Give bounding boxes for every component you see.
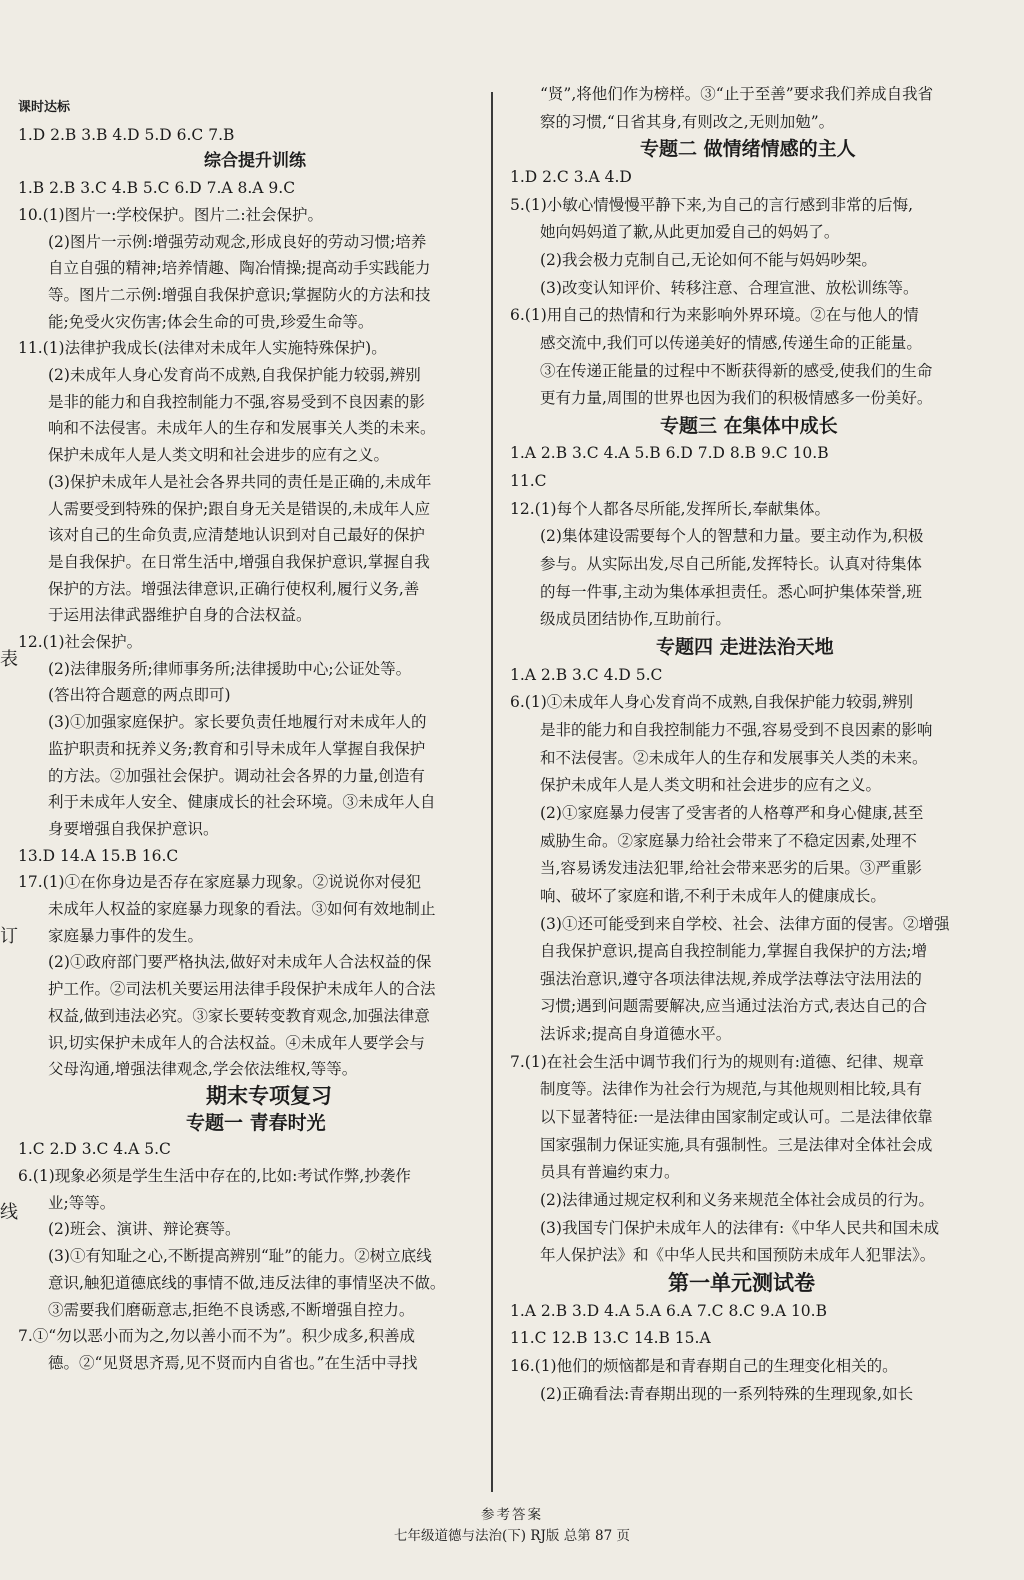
text-line: 是非的能力和自我控制能力不强,容易受到不良因素的影响 — [540, 720, 933, 739]
text-line: 德。②“见贤思齐焉,见不贤而内自省也。”在生活中寻找 — [48, 1353, 418, 1372]
binding-mark-1: 表 — [0, 649, 18, 670]
text-line: 以下显著特征:一是法律由国家制定或认可。二是法律依靠 — [540, 1108, 933, 1127]
text-line: (2)法律服务所;律师事务所;法律援助中心;公证处等。 — [48, 659, 412, 678]
text-line: 监护职责和抚养义务;教育和引导未成年人掌握自我保护 — [48, 739, 426, 758]
section-heading: 专题二 做情绪情感的主人 — [640, 138, 856, 161]
text-line: 更有力量,周围的世界也因为我们的积极情感多一份美好。 — [540, 389, 933, 408]
text-line: 1.C 2.D 3.C 4.A 5.C — [18, 1140, 171, 1159]
text-line: 制度等。法律作为社会行为规范,与其他规则相比较,具有 — [540, 1080, 922, 1099]
text-line: 10.(1)图片一:学校保护。图片二:社会保护。 — [18, 205, 324, 224]
text-line: ③在传递正能量的过程中不断获得新的感受,使我们的生命 — [540, 361, 933, 380]
text-line: 权益,做到违法必究。③家长要转变教育观念,加强法律意 — [48, 1006, 430, 1025]
section-heading: 期末专项复习 — [206, 1083, 332, 1108]
text-line: 未成年人权益的家庭暴力现象的看法。③如何有效地制止 — [48, 900, 436, 918]
text-line: (2)图片一示例:增强劳动观念,形成良好的劳动习惯;培养 — [48, 232, 427, 251]
text-line: 她向妈妈道了歉,从此更加爱自己的妈妈了。 — [540, 223, 840, 242]
text-line: 利于未成年人安全、健康成长的社会环境。③未成年人自 — [48, 793, 436, 812]
text-line: 1.D 2.C 3.A 4.D — [510, 167, 632, 186]
text-line: 5.(1)小敏心情慢慢平静下来,为自己的言行感到非常的后悔, — [510, 195, 914, 214]
text-line: (3)①还可能受到来自学校、社会、法律方面的侵害。②增强 — [540, 914, 950, 933]
text-line: 自立自强的精神;培养情趣、陶冶情操;提高动手实践能力 — [48, 259, 431, 278]
text-line: 6.(1)①未成年人身心发育尚不成熟,自我保护能力较弱,辨别 — [510, 693, 914, 712]
text-line: (2)集体建设需要每个人的智慧和力量。要主动作为,积极 — [540, 527, 924, 546]
text-line: 自我保护意识,提高自我控制能力,掌握自我保护的方法;增 — [540, 942, 928, 961]
text-line: 识,切实保护未成年人的合法权益。④未成年人要学会与 — [48, 1033, 425, 1052]
text-line: 12.(1)每个人都各尽所能,发挥所长,奉献集体。 — [510, 499, 830, 518]
text-line: (2)法律通过规定权利和义务来规范全体社会成员的行为。 — [540, 1191, 934, 1209]
text-line: 11.C — [510, 472, 547, 491]
text-line: (3)我国专门保护未成年人的法律有:《中华人民共和国未成 — [540, 1218, 940, 1237]
text-line: 感交流中,我们可以传递美好的情感,传递生命的正能量。 — [540, 333, 922, 352]
text-line: 16.(1)他们的烦恼都是和青春期自己的生理变化相关的。 — [510, 1356, 898, 1375]
column-divider — [491, 92, 493, 1492]
text-line: 是非的能力和自我控制能力不强,容易受到不良因素的影 — [48, 392, 425, 411]
text-line: 是自我保护。在日常生活中,增强自我保护意识,掌握自我 — [48, 552, 430, 571]
text-line: 护工作。②司法机关要运用法律手段保护未成年人的合法 — [48, 980, 436, 999]
text-line: 家庭暴力事件的发生。 — [48, 926, 204, 945]
section-heading: 专题三 在集体中成长 — [660, 414, 838, 437]
text-line: (2)正确看法:青春期出现的一系列特殊的生理现象,如长 — [540, 1384, 914, 1403]
text-line: 年人保护法》和《中华人民共和国预防未成年人犯罪法》。 — [540, 1246, 936, 1265]
text-line: 1.A 2.B 3.C 4.D 5.C — [510, 665, 663, 684]
text-line: 7.①“勿以恶小而为之,勿以善小而不为”。积少成多,积善成 — [18, 1327, 415, 1346]
text-line: 当,容易诱发违法犯罪,给社会带来恶劣的后果。③严重影 — [540, 859, 922, 878]
text-line: (2)未成年人身心发育尚不成熟,自我保护能力较弱,辨别 — [48, 366, 421, 384]
text-line: 参与。从实际出发,尽自己所能,发挥特长。认真对待集体 — [540, 555, 922, 574]
text-line: 员具有普遍约束力。 — [540, 1163, 680, 1182]
text-line: (2)①政府部门要严格执法,做好对未成年人合法权益的保 — [48, 953, 432, 972]
text-line: 13.D 14.A 15.B 16.C — [18, 846, 179, 865]
text-line: (3)①有知耻之心,不断提高辨别“耻”的能力。②树立底线 — [48, 1247, 432, 1266]
binding-mark-3: 线 — [0, 1202, 18, 1223]
text-line: 的方法。②加强社会保护。调动社会各界的力量,创造有 — [48, 766, 425, 785]
section-heading: 专题一 青春时光 — [186, 1111, 326, 1134]
text-line: 6.(1)现象必须是学生生活中存在的,比如:考试作弊,抄袭作 — [18, 1167, 411, 1185]
text-line: 于运用法律武器维护自身的合法权益。 — [48, 606, 312, 625]
text-line: (3)①加强家庭保护。家长要负责任地履行对未成年人的 — [48, 713, 427, 732]
text-line: 强法治意识,遵守各项法律法规,养成学法尊法守法用法的 — [540, 969, 922, 988]
text-line: 习惯;遇到问题需要解决,应当通过法治方式,表达自己的合 — [540, 997, 928, 1016]
text-line: 11.(1)法律护我成长(法律对未成年人实施特殊保护)。 — [18, 339, 387, 358]
text-line: 察的习惯,“日省其身,有则改之,无则加勉”。 — [540, 112, 835, 131]
text-line: 17.(1)①在你身边是否存在家庭暴力现象。②说说你对侵犯 — [18, 873, 422, 892]
section-heading: 课时达标 — [18, 100, 71, 115]
text-line: (2)我会极力克制自己,无论如何不能与妈妈吵架。 — [540, 250, 877, 269]
text-line: 保护未成年人是人类文明和社会进步的应有之义。 — [48, 446, 390, 465]
text-line: 级成员团结协作,互助前行。 — [540, 610, 731, 629]
text-line: 响和不法侵害。未成年人的生存和发展事关人类的未来。 — [48, 419, 436, 438]
text-line: 意识,触犯道德底线的事情不做,违反法律的事情坚决不做。 — [48, 1273, 446, 1292]
text-line: 国家强制力保证实施,具有强制性。三是法律对全体社会成 — [540, 1135, 933, 1154]
text-line: 该对自己的生命负责,应清楚地认识到对自己最好的保护 — [48, 526, 425, 545]
text-line: 能;免受火灾伤害;体会生命的可贵,珍爱生命等。 — [48, 312, 374, 331]
text-line: (答出符合题意的两点即可) — [48, 686, 231, 705]
text-line: 保护未成年人是人类文明和社会进步的应有之义。 — [540, 776, 882, 795]
text-line: 1.D 2.B 3.B 4.D 5.D 6.C 7.B — [18, 125, 235, 144]
footer-line: 七年级道德与法治(下) RJ版 总第 87 页 — [394, 1528, 630, 1544]
text-line: 响、破坏了家庭和谐,不利于未成年人的健康成长。 — [540, 886, 886, 905]
footer-title: 参考答案 — [481, 1507, 543, 1523]
text-line: (3)改变认知评价、转移注意、合理宣泄、放松训练等。 — [540, 278, 919, 297]
text-line: 保护的方法。增强法律意识,正确行使权利,履行义务,善 — [48, 579, 420, 598]
binding-mark-2: 订 — [0, 926, 18, 947]
text-line: 的每一件事,主动为集体承担责任。悉心呵护集体荣誉,班 — [540, 582, 922, 601]
text-line: 父母沟通,增强法律观念,学会依法维权,等等。 — [48, 1060, 358, 1079]
text-line: 等。图片二示例:增强自我保护意识;掌握防火的方法和技 — [48, 285, 431, 304]
text-line: 6.(1)用自己的热情和行为来影响外界环境。②在与他人的情 — [510, 306, 919, 325]
section-heading: 综合提升训练 — [204, 151, 306, 172]
text-line: 人需要受到特殊的保护;跟自身无关是错误的,未成年人应 — [48, 499, 431, 518]
text-line: “贤”,将他们作为榜样。③“止于至善”要求我们养成自我省 — [540, 85, 934, 103]
text-line: 1.A 2.B 3.D 4.A 5.A 6.A 7.C 8.C 9.A 10.B — [510, 1301, 827, 1320]
section-heading: 第一单元测试卷 — [668, 1270, 815, 1295]
text-line: 和不法侵害。②未成年人的生存和发展事关人类的未来。 — [540, 748, 928, 767]
text-line: ③需要我们磨砺意志,拒绝不良诱惑,不断增强自控力。 — [48, 1300, 415, 1319]
text-line: 身要增强自我保护意识。 — [48, 819, 219, 838]
text-line: (3)保护未成年人是社会各界共同的责任是正确的,未成年 — [48, 472, 432, 491]
section-heading: 专题四 走进法治天地 — [656, 636, 834, 658]
text-line: 11.C 12.B 13.C 14.B 15.A — [510, 1329, 711, 1348]
text-line: 法诉求;提高自身道德水平。 — [540, 1025, 732, 1044]
text-line: 1.B 2.B 3.C 4.B 5.C 6.D 7.A 8.A 9.C — [18, 179, 296, 198]
text-line: (2)①家庭暴力侵害了受害者的人格尊严和身心健康,甚至 — [540, 803, 924, 822]
text-line: 7.(1)在社会生活中调节我们行为的规则有:道德、纪律、规章 — [510, 1052, 924, 1071]
text-line: 威胁生命。②家庭暴力给社会带来了不稳定因素,处理不 — [540, 831, 917, 850]
text-line: (2)班会、演讲、辩论赛等。 — [48, 1220, 241, 1239]
text-line: 1.A 2.B 3.C 4.A 5.B 6.D 7.D 8.B 9.C 10.B — [510, 444, 829, 463]
text-line: 业;等等。 — [48, 1193, 116, 1212]
text-line: 12.(1)社会保护。 — [18, 633, 143, 651]
